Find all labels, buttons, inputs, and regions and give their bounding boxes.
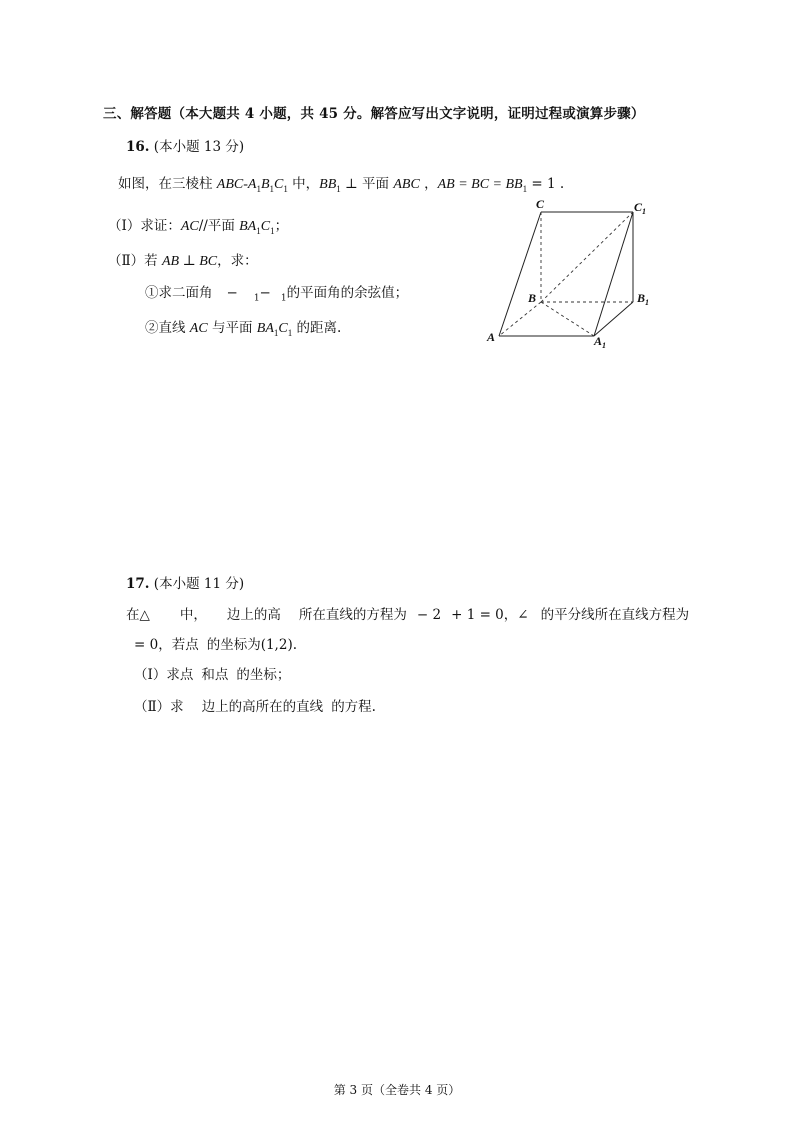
stem-text: 如图，在三棱柱 [118,176,217,192]
label-a1: $A_1$ [594,334,607,350]
equal-lengths: AB = BC = $BB_1$ [437,177,528,194]
stem-text: = 1 . [527,176,565,192]
label-c: C [536,197,545,211]
label-a: A [487,330,496,344]
problem-16-points: (本小题 13 分) [153,139,245,155]
problem-16-sub-2: ②直线 AC 与平面 $BA_1C_1$ 的距离. [145,320,342,338]
label-c1: $C_1$ [634,200,647,216]
problem-16-sub-1: ①求二面角 − $_1$− $_1$的平面角的余弦值； [145,285,409,304]
stem-text: ⊥ 平面 [340,176,394,192]
page-footer: 第 3 页（全卷共 4 页） [333,1083,461,1097]
problem-16-number: 16. [126,139,150,155]
problem-17-points: (本小题 11 分) [153,576,245,592]
section-title: 三、解答题（本大题共 4 小题，共 45 分。解答应写出文字说明，证明过程或演算步骤） [103,106,645,122]
plane-abc: ABC [393,177,420,192]
stem-text: 中， [287,176,320,192]
problem-16-part-2: （Ⅱ）若 AB ⊥ BC，求： [108,253,258,269]
edge-b-a-dashed [499,302,541,336]
label-b1: $B_1$ [637,291,650,307]
stem-text: ， [419,176,438,192]
problem-16-part-1: （Ⅰ）求证：AC//平面 $BA_1C_1$； [108,218,289,236]
prism-name: ABC-$A_1B_1C_1$ [216,177,288,194]
label-b: B [528,291,537,305]
edge-a-c [499,212,541,336]
problem-17-number: 17. [126,576,150,592]
problem-17-line-2: = 0，若点 的坐标为(1,2). [134,637,297,653]
edge-bb1: $BB_1$ [319,177,341,194]
problem-17-line-1: 在△ 中， 边上的高 所在直线的方程为 − 2 + 1 = 0，∠ 的平分线所在直线方程为 [126,607,690,623]
problem-17-part-2: （Ⅱ）求 边上的高所在的直线 的方程. [134,699,376,715]
edge-b-a1-dashed [541,302,594,336]
problem-17-part-1: （Ⅰ）求点 和点 的坐标； [134,667,291,683]
problem-17-header [126,572,244,592]
edge-c1-a1 [594,212,633,336]
